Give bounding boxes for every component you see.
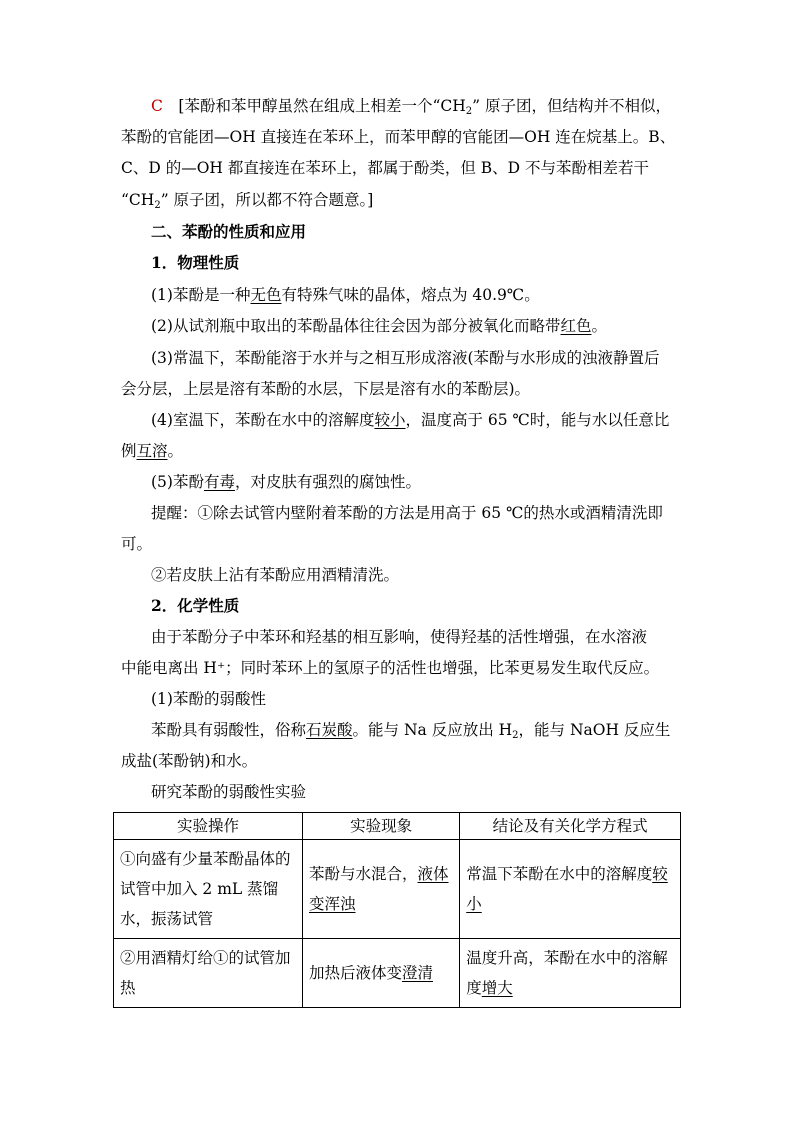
- answer-text-1b: ” 原子团，但结构并不相似，: [472, 97, 671, 115]
- table-row: [114, 840, 681, 939]
- p1-text-b: 有特殊气味的晶体，熔点为 40.9℃。: [281, 286, 540, 304]
- subsection-physical: 1．物理性质: [151, 253, 240, 272]
- row1-phenomenon-underline: 液体变浑浊: [309, 865, 449, 913]
- physical-item-5: [151, 472, 421, 492]
- experiment-table: [113, 812, 681, 1008]
- table-row: [114, 939, 681, 1008]
- subsection-chemical: 2．化学性质: [151, 596, 240, 615]
- row2-phenomenon: [303, 939, 460, 1008]
- header-conclusion: 结论及有关化学方程式: [460, 813, 681, 840]
- answer-line-3: C、D 的—OH 都直接连在苯环上，都属于酚类，但 B、D 不与苯酚相差若干: [121, 159, 650, 177]
- physical-item-3b: 会分层，上层是溶有苯酚的水层，下层是溶有水的苯酚层)。: [121, 380, 531, 398]
- row2-phenomenon-underline: 澄清: [402, 964, 434, 982]
- acidity-line-1: [151, 720, 670, 740]
- p5-underline: 有毒: [203, 473, 235, 491]
- row2-conclusion-underline: 增大: [481, 979, 513, 997]
- row1-conclusion-underline: 较小: [466, 865, 668, 913]
- p1-underline: 无色: [250, 286, 282, 304]
- p4-underline-2: 互溶: [136, 442, 168, 460]
- physical-item-2: [151, 316, 607, 336]
- header-phenomenon: 实验现象: [303, 813, 460, 840]
- answer-text-4b: ” 原子团，所以都不符合题意。]: [160, 191, 374, 209]
- row2-operation: ②用酒精灯给①的试管加热: [114, 939, 303, 1008]
- row1-operation: ①向盛有少量苯酚晶体的试管中加入 2 mL 蒸馏水，振荡试管: [114, 840, 303, 939]
- p4-text-c: 例: [121, 442, 137, 460]
- acid-text-a: 苯酚具有弱酸性，俗称: [151, 721, 307, 739]
- acidity-title: (1)苯酚的弱酸性: [151, 690, 266, 708]
- physical-item-4a: [151, 410, 669, 430]
- p2-text-b: 。: [591, 317, 607, 335]
- tip-line-1a: 提醒：①除去试管内壁附着苯酚的方法是用高于 65 ℃的热水或酒精清洗即: [151, 504, 663, 522]
- acid-underline: 石炭酸: [306, 721, 353, 739]
- answer-subscript: 2: [465, 106, 473, 117]
- row2-phenomenon-text: 加热后液体变: [309, 964, 403, 982]
- answer-text-4a: “CH: [121, 191, 155, 209]
- p5-text-a: (5)苯酚: [151, 473, 204, 491]
- physical-item-4b: [121, 441, 183, 461]
- answer-text-1a: [苯酚和苯甲醇虽然在组成上相差一个“CH: [178, 97, 466, 115]
- answer-letter: C: [151, 97, 163, 115]
- p4-underline: 较小: [374, 411, 406, 429]
- answer-line-2: 苯酚的官能团—OH 直接连在苯环上，而苯甲醇的官能团—OH 连在烷基上。B、: [121, 128, 676, 146]
- row1-conclusion-text: 常温下苯酚在水中的溶解度: [466, 865, 653, 883]
- section-title: 二、苯酚的性质和应用: [151, 222, 307, 241]
- acid-text-c: ，能与 NaOH 反应生: [518, 721, 671, 739]
- p5-text-b: ，对皮肤有强烈的腐蚀性。: [234, 473, 421, 491]
- experiment-title: 研究苯酚的弱酸性实验: [151, 783, 307, 801]
- table-header-row: [114, 813, 681, 840]
- p1-text-a: (1)苯酚是一种: [151, 286, 251, 304]
- row2-conclusion-text: 温度升高，苯酚在水中的溶解度: [466, 949, 668, 997]
- answer-subscript-4: 2: [154, 200, 161, 211]
- chemical-intro-a: 由于苯酚分子中苯环和羟基的相互影响，使得羟基的活性增强，在水溶液: [151, 628, 648, 646]
- row1-conclusion: [460, 840, 681, 939]
- p4-text-a: (4)室温下，苯酚在水中的溶解度: [151, 411, 375, 429]
- acidity-line-2: 成盐(苯酚钠)和水。: [121, 752, 258, 770]
- answer-line-1: [151, 96, 671, 116]
- row1-phenomenon: [303, 840, 460, 939]
- row2-conclusion: [460, 939, 681, 1008]
- p2-underline: 红色: [560, 317, 592, 335]
- header-operation: 实验操作: [114, 813, 303, 840]
- answer-line-4: [121, 190, 373, 210]
- tip-line-2: ②若皮肤上沾有苯酚应用酒精清洗。: [151, 566, 400, 584]
- tip-line-1b: 可。: [121, 535, 153, 553]
- p4-text-b: ，温度高于 65 ℃时，能与水以任意比: [405, 411, 670, 429]
- row1-phenomenon-text: 苯酚与水混合，: [309, 865, 418, 883]
- physical-item-1: [151, 285, 540, 305]
- acid-subscript: 2: [512, 730, 519, 741]
- p4-text-d: 。: [167, 442, 184, 460]
- p2-text-a: (2)从试剂瓶中取出的苯酚晶体往往会因为部分被氧化而略带: [151, 317, 561, 335]
- physical-item-3a: (3)常温下，苯酚能溶于水并与之相互形成溶液(苯酚与水形成的浊液静置后: [151, 349, 660, 367]
- acid-text-b: 。能与 Na 反应放出 H: [352, 721, 513, 739]
- chemical-intro-b: 中能电离出 H⁺；同时苯环上的氢原子的活性也增强，比苯更易发生取代反应。: [121, 659, 660, 677]
